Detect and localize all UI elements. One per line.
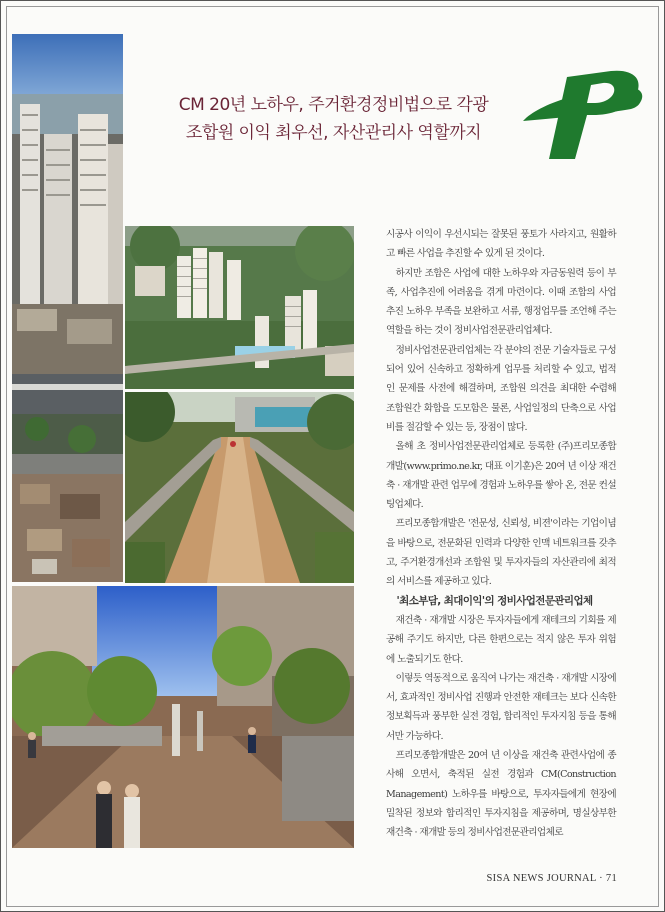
paragraph: 정비사업전문관리업체는 각 분야의 전문 기술자들로 구성되어 있어 신속하고 정확하게 업무를 처리할 수 있고, 법적인 문제를 사전에 해결하며, 조합원 의견을 최대한 수렴해 조합원간 화합을 도모함은 물론, 사업일정의 단축으로 사업비를 절감할 수 있는 등, 장점이 많다. [386, 344, 616, 433]
paragraph: 프리모종합개발은 20여 년 이상을 재건축 관련사업에 종사해 오면서, 축적된 실전 경험과 CM(Construction Management) 노하우를 바탕으로, 투자자들에게 현장에 밀착된 정보와 합리적인 투자지침을 제공하며, 명실상부한 재건축 · 재개발 등의 정비사업전문관리업체로 [386, 750, 616, 839]
page-footer: SISA NEWS JOURNAL · 71 [486, 873, 617, 884]
plaza-photo [12, 586, 354, 848]
paragraph: 이렇듯 역동적으로 움직여 나가는 재건축 · 재개발 시장에서, 효과적인 정비사업 진행과 안전한 재테크는 보다 신속한 정보획득과 풍부한 실전 경험, 합리적인 투자지침 등을 통해서만 가능하다. [386, 672, 616, 742]
section-subheading: '최소부담, 최대이익'의 정비사업전문관리업체 [396, 594, 593, 607]
article-body [386, 225, 616, 843]
primo-p-logo [519, 63, 647, 163]
paragraph: 시공사 이익이 우선시되는 잘못된 풍토가 사라지고, 원활하고 빠른 사업을 추진할 수 있게 된 것이다. [386, 229, 616, 260]
headline-line-1: CM 20년 노하우, 주거환경정비법으로 각광 [178, 95, 489, 115]
apartment-complex-photo [125, 226, 354, 389]
city-aerial-photo [12, 34, 123, 582]
paragraph: 올해 초 정비사업전문관리업체로 등록한 (주)프리모종합개발(www.primo.ne.kr, 대표 이기훈)은 20여 년 이상 재건축 · 재개발 관련 업무에 경험과 노하우를 쌓아 온, 전문 컨설팅업체다. [386, 441, 616, 511]
paragraph: 프리모종합개발은 '전문성, 신뢰성, 비젼'이라는 기업이념을 바탕으로, 전문화된 인력과 다양한 인맥 네트워크를 갖추고, 주거환경개선과 조합원 및 투자자들의 자산관리에 최적의 서비스를 제공하고 있다. [386, 518, 616, 588]
headline-line-2: 조합원 이익 최우선, 자산관리사 역할까지 [185, 123, 482, 143]
article-headline [161, 91, 506, 147]
paragraph: 하지만 조합은 사업에 대한 노하우와 자금동원력 등이 부족, 사업추진에 어려움을 겪게 마련이다. 이때 조합의 사업추진 노하우 부족을 보완하고 서류, 행정업무를 조언해 주는 역할을 하는 것이 정비사업전문관리업체다. [386, 267, 616, 337]
paragraph: 재건축 · 재개발 시장은 투자자들에게 재테크의 기회를 제공해 주기도 하지만, 다른 한편으로는 적지 않은 투자 위험에 노출되기도 한다. [386, 614, 616, 665]
garden-path-photo [125, 392, 354, 583]
